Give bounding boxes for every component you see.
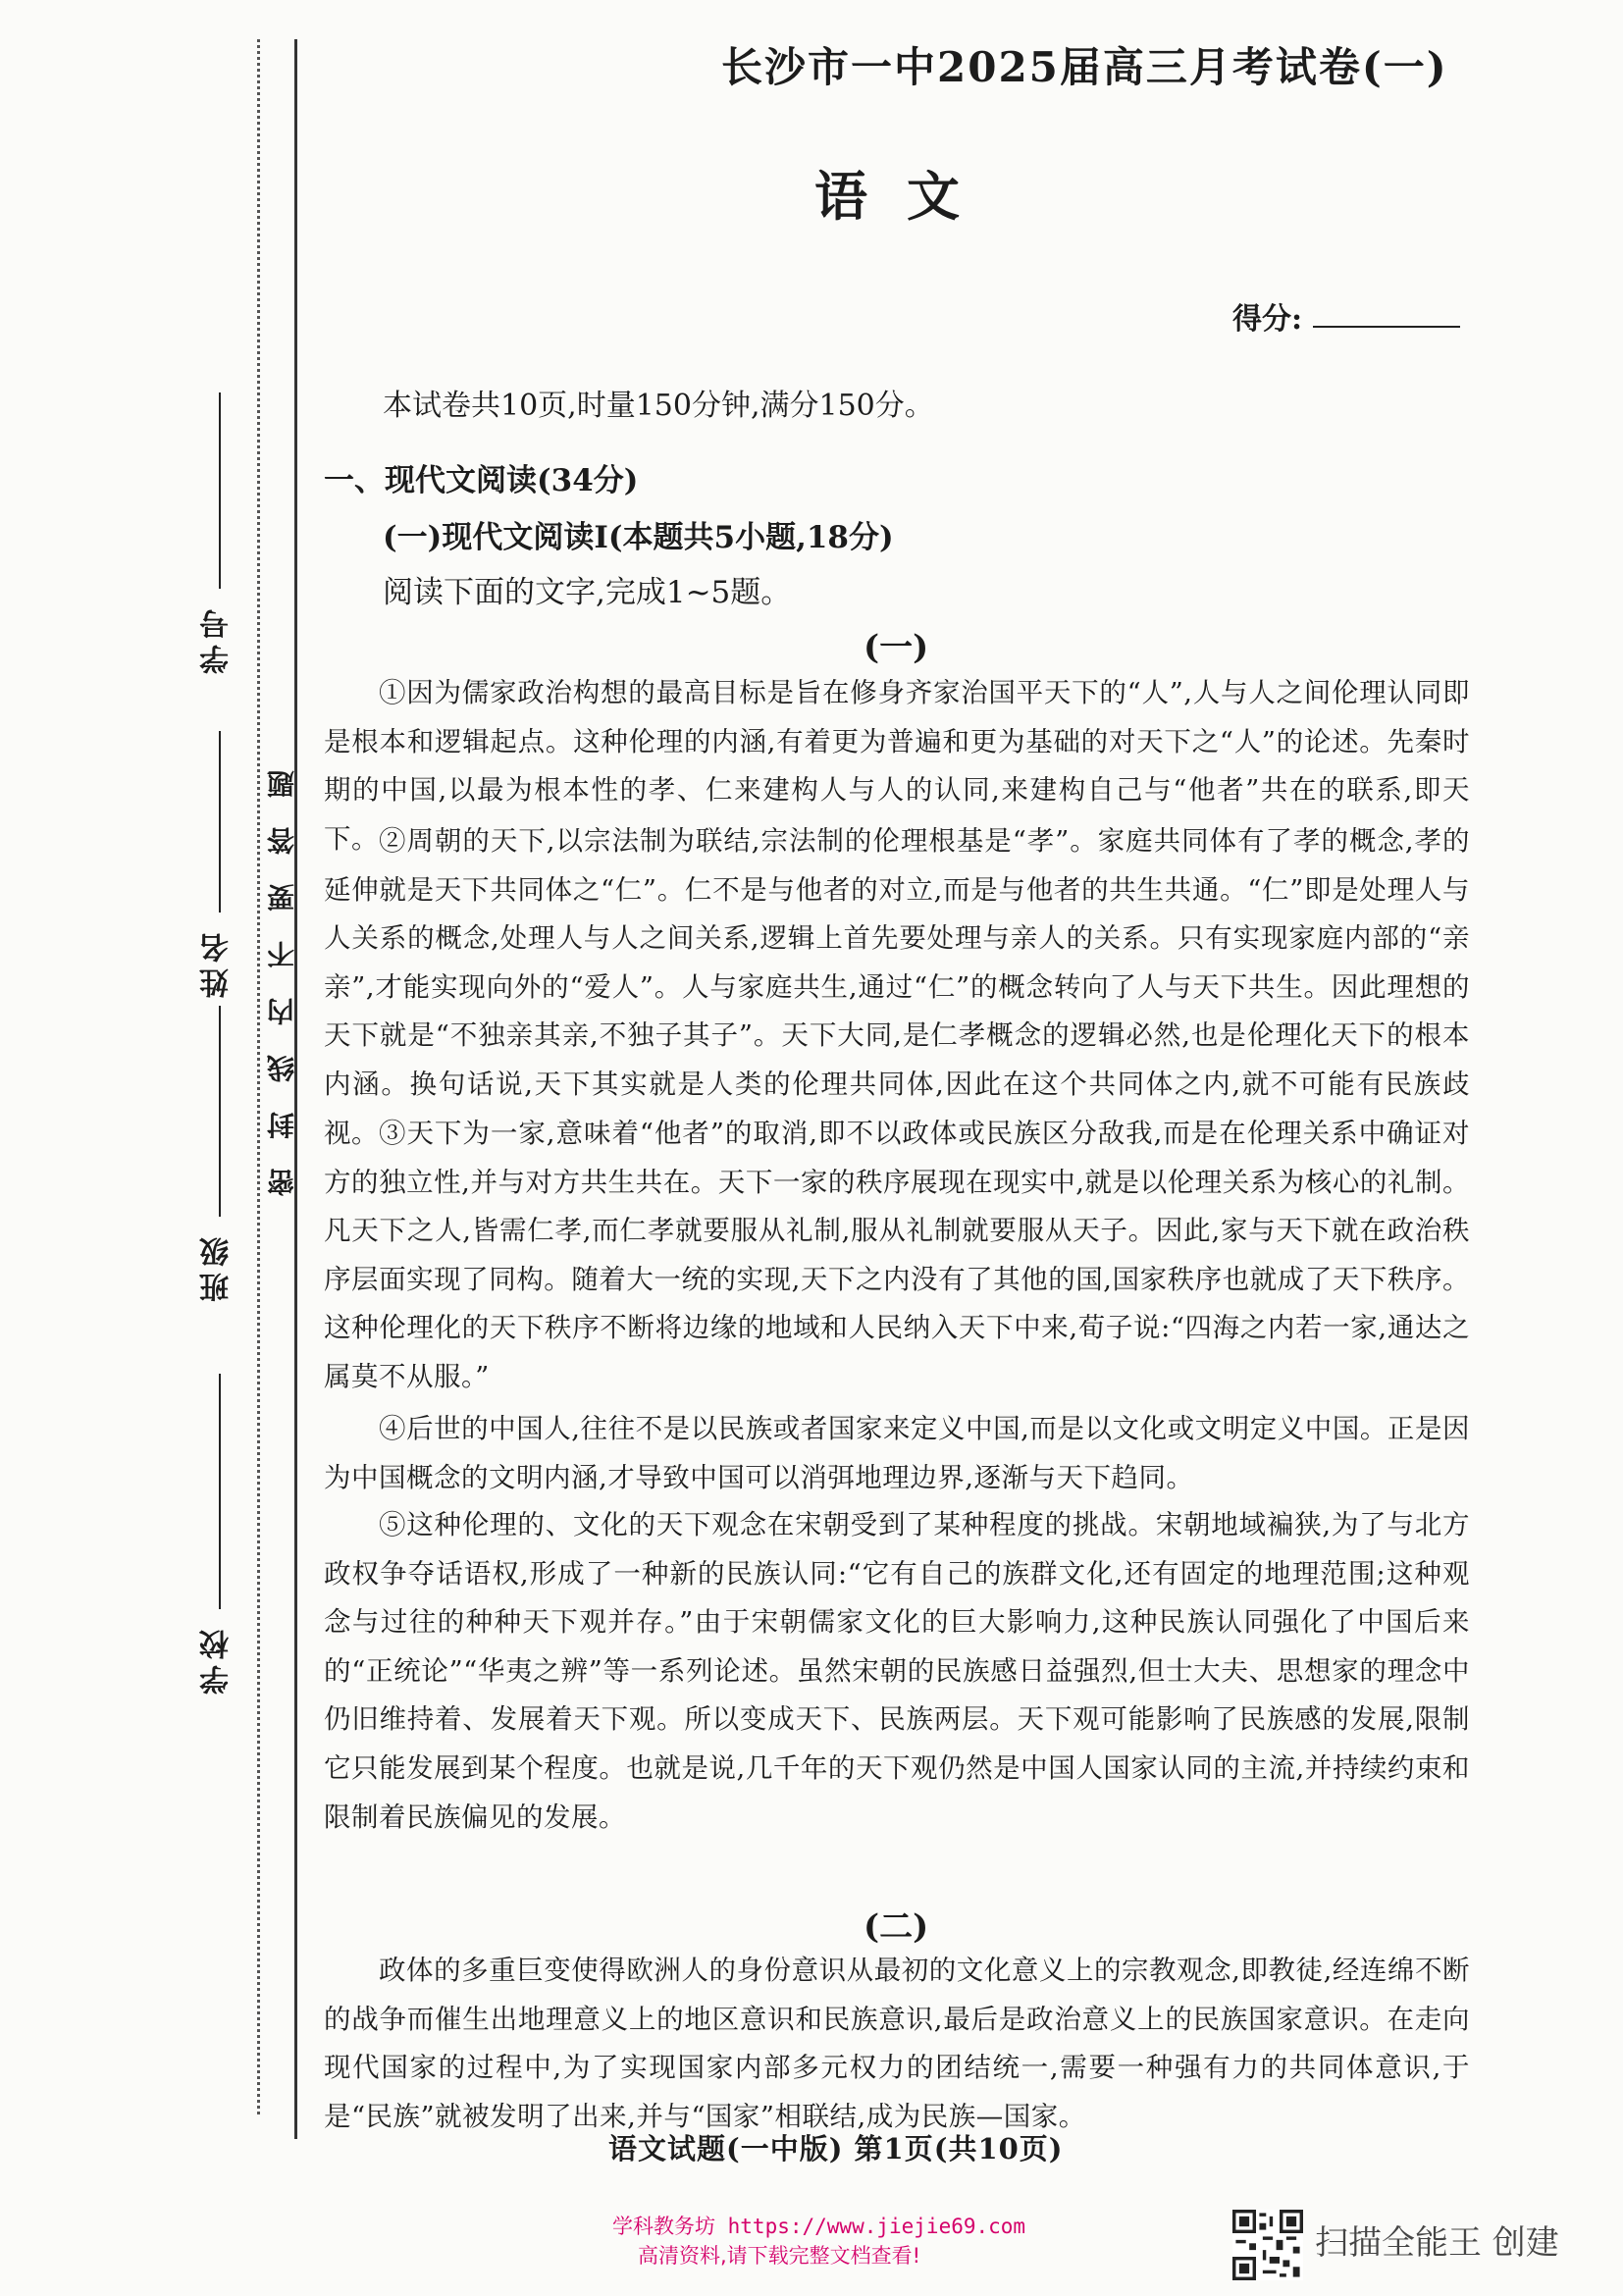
- paragraph-2: ②周朝的天下,以宗法制为联结,宗法制的伦理根基是“孝”。家庭共同体有了孝的概念,孝的延伸就是天下共同体之“仁”。仁不是与他者的对立,而是与他者的共生共通。“仁”即是处理人与人关系的概念,处理人与人之间关系,逻辑上首先要处理与亲人的关系。只有实现家庭内部的“亲亲”,才能实现向外的“爱人”。人与家庭共生,通过“仁”的概念转向了人与天下共生。因此理想的天下就是“不独亲其亲,不独子其子”。天下大同,是仁孝概念的逻辑必然,也是伦理化天下的根本内涵。换句话说,天下其实就是人类的伦理共同体,因此在这个共同体之内,就不可能有民族歧视。: [324, 825, 1470, 1149]
- field-school-blank: [219, 1374, 221, 1609]
- passage-one-label: (一): [864, 628, 929, 667]
- exam-title: 长沙市一中2025届高三月考试卷(一): [721, 43, 1448, 91]
- field-name-label: 姓名: [200, 927, 235, 998]
- paragraph-5: ⑤这种伦理的、文化的天下观念在宋朝受到了某种程度的挑战。宋朝地域褊狭,为了与北方政权争夺话语权,形成了一种新的民族认同:“它有自己的族群文化,还有固定的地理范围;这种观念与过往的种种天下观并存。”由于宋朝儒家文化的巨大影响力,这种民族认同强化了中国后来的“正统论”“华夷之辨”等一系列论述。虽然宋朝的民族感日益强烈,但士大夫、思想家的理念中仍旧维持着、发展着天下观。所以变成天下、民族两层。天下观可能影响了民族感的发展,限制它只能发展到某个程度。也就是说,几千年的天下观仍然是中国人国家认同的主流,并持续约束和限制着民族偏见的发展。: [324, 1509, 1470, 1833]
- reading-instruction: 阅读下面的文字,完成1~5题。: [383, 575, 792, 610]
- paragraph-4: ④后世的中国人,往往不是以民族或者国家来定义中国,而是以文化或文明定义中国。正是因为中国概念的文明内涵,才导致中国可以消弭地理边界,逐渐与天下趋同。: [324, 1413, 1470, 1493]
- page-footer: 语文试题(一中版) 第1页(共10页): [608, 2132, 1064, 2166]
- binding-dotted-line: [257, 39, 260, 2114]
- exam-intro: 本试卷共10页,时量150分钟,满分150分。: [383, 389, 934, 423]
- score-label: 得分:: [1232, 302, 1303, 337]
- field-school-label: 学校: [200, 1624, 235, 1695]
- field-name-blank: [219, 731, 221, 913]
- section-heading: 一、现代文阅读(34分): [324, 463, 639, 498]
- scanner-badge: 扫描全能王 创建: [1315, 2223, 1559, 2263]
- field-id-blank: [219, 392, 221, 589]
- field-class-blank: [219, 1006, 221, 1217]
- subsection-heading: (一)现代文阅读Ⅰ(本题共5小题,18分): [383, 520, 894, 555]
- paragraph-1: ①因为儒家政治构想的最高目标是旨在修身齐家治国平天下的“人”,人与人之间伦理认同即是根本和逻辑起点。这种伦理的内涵,有着更为普遍和更为基础的对天下之“人”的论述。先秦时期的中国,以最为根本性的孝、仁来建构人与人的认同,来建构自己与“他者”共在的联系,即天下。: [324, 677, 1470, 855]
- passage-two-label: (二): [864, 1907, 929, 1947]
- watermark-line-1: 学科教务坊 https://www.jiejie69.com: [612, 2215, 1026, 2238]
- field-class-label: 班级: [200, 1231, 235, 1302]
- watermark-line-2: 高清资料,请下载完整文档查看!: [638, 2244, 921, 2268]
- score-blank: [1313, 326, 1460, 328]
- field-id-label: 学号: [200, 603, 235, 674]
- paragraph-6: 政体的多重巨变使得欧洲人的身份意识从最初的文化意义上的宗教观念,即教徒,经连绵不断的战争而催生出地理意义上的地区意识和民族意识,最后是政治意义上的民族国家意识。在走向现代国家的过程中,为了实现国家内部多元权力的团结统一,需要一种强有力的共同体意识,于是“民族”就被发明了出来,并与“国家”相联结,成为民族—国家。: [324, 1955, 1470, 2132]
- paragraph-3: ③天下为一家,意味着“他者”的取消,即不以政体或民族区分敌我,而是在伦理关系中确证对方的独立性,并与对方共生共在。天下一家的秩序展现在现实中,就是以伦理关系为核心的礼制。凡天下之人,皆需仁孝,而仁孝就要服从礼制,服从礼制就要服从天子。因此,家与天下就在政治秩序层面实现了同构。随着大一统的实现,天下之内没有了其他的国,国家秩序也就成了天下秩序。这种伦理化的天下秩序不断将边缘的地域和人民纳入天下中来,荀子说:“四海之内若一家,通达之属莫不从服。”: [324, 1118, 1470, 1392]
- qr-code-icon: [1232, 2210, 1303, 2280]
- subject-title: 语文: [814, 165, 999, 228]
- seal-warning: 密封线内不要答题: [266, 741, 298, 1196]
